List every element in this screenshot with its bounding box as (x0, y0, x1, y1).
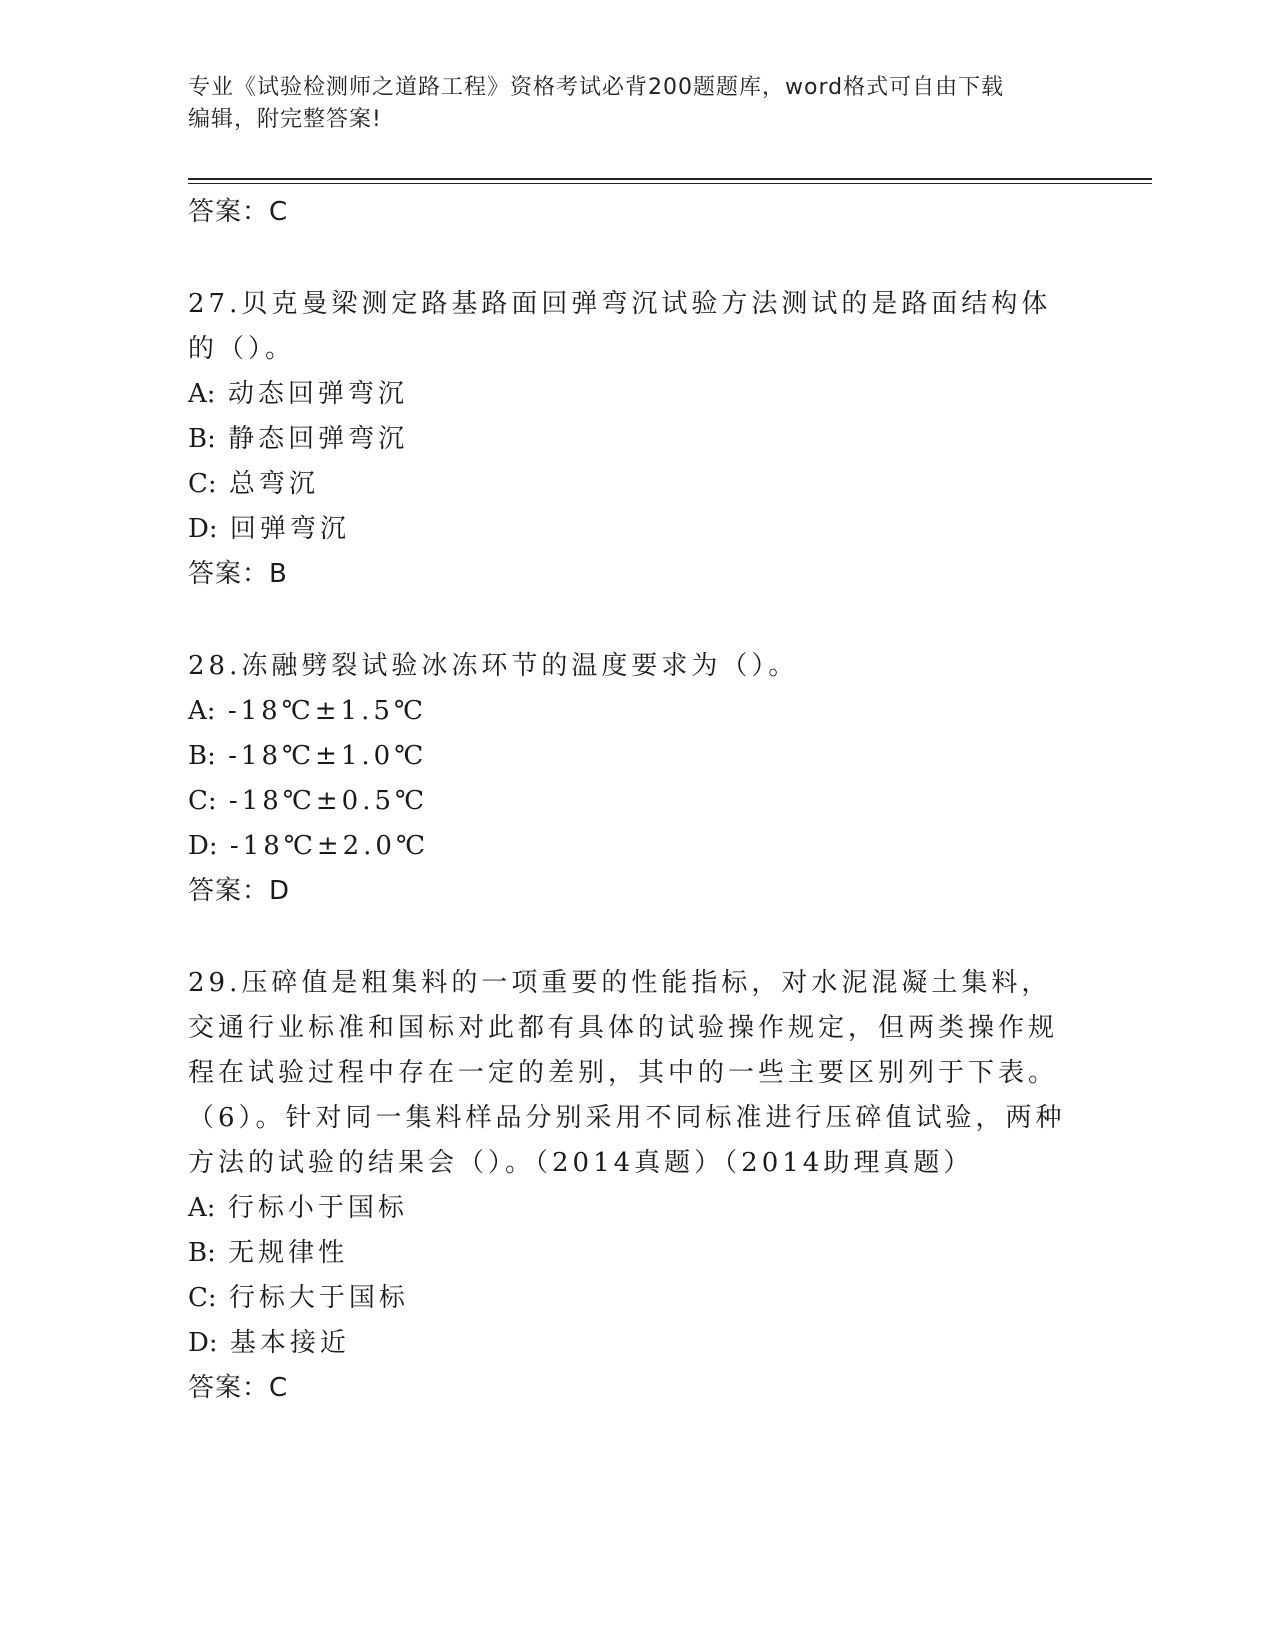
document-body (188, 190, 1068, 1411)
header-divider-thick (188, 178, 1152, 180)
answer-line: 答案：C (188, 197, 289, 227)
option-d: D: -18℃±2.0℃ (188, 831, 430, 861)
option-c: C: 行标大于国标 (188, 1283, 409, 1313)
option-c: C: 总弯沉 (188, 469, 319, 499)
option-b: B: -18℃±1.0℃ (188, 741, 428, 771)
option-d: D: 回弹弯沉 (188, 514, 350, 544)
question-block (188, 961, 1068, 1411)
question-text: 27.贝克曼梁测定路基路面回弹弯沉试验方法测试的是路面结构体的（）。 (188, 289, 1052, 364)
document-header (188, 72, 1068, 136)
option-b: B: 无规律性 (188, 1238, 349, 1268)
header-line-2: 编辑，附完整答案! (188, 107, 382, 132)
answer-line: 答案：C (188, 1373, 289, 1403)
option-b: B: 静态回弹弯沉 (188, 424, 409, 454)
option-a: A: -18℃±1.5℃ (188, 696, 427, 726)
option-d: D: 基本接近 (188, 1328, 350, 1358)
option-a: A: 动态回弹弯沉 (188, 379, 408, 409)
header-divider-thin (188, 183, 1152, 184)
option-a: A: 行标小于国标 (188, 1193, 408, 1223)
answer-line: 答案：D (188, 876, 291, 906)
question-text: 29.压碎值是粗集料的一项重要的性能指标，对水泥混凝土集料，交通行业标准和国标对此都有具体的试验操作规定，但两类操作规程在试验过程中存在一定的差别，其中的一些主要区别列于下表。（6）。针对同一集料样品分别采用不同标准进行压碎值试验，两种方法的试验的结果会（）。（2014真题）（2014助理真题） (188, 968, 1066, 1178)
question-text: 28.冻融劈裂试验冰冻环节的温度要求为（）。 (188, 651, 799, 681)
option-c: C: -18℃±0.5℃ (188, 786, 429, 816)
question-block (188, 282, 1068, 597)
answer-line: 答案：B (188, 559, 288, 589)
header-line-1: 专业《试验检测师之道路工程》资格考试必背200题题库，word格式可自由下载 (188, 75, 1005, 100)
question-block (188, 644, 1068, 914)
